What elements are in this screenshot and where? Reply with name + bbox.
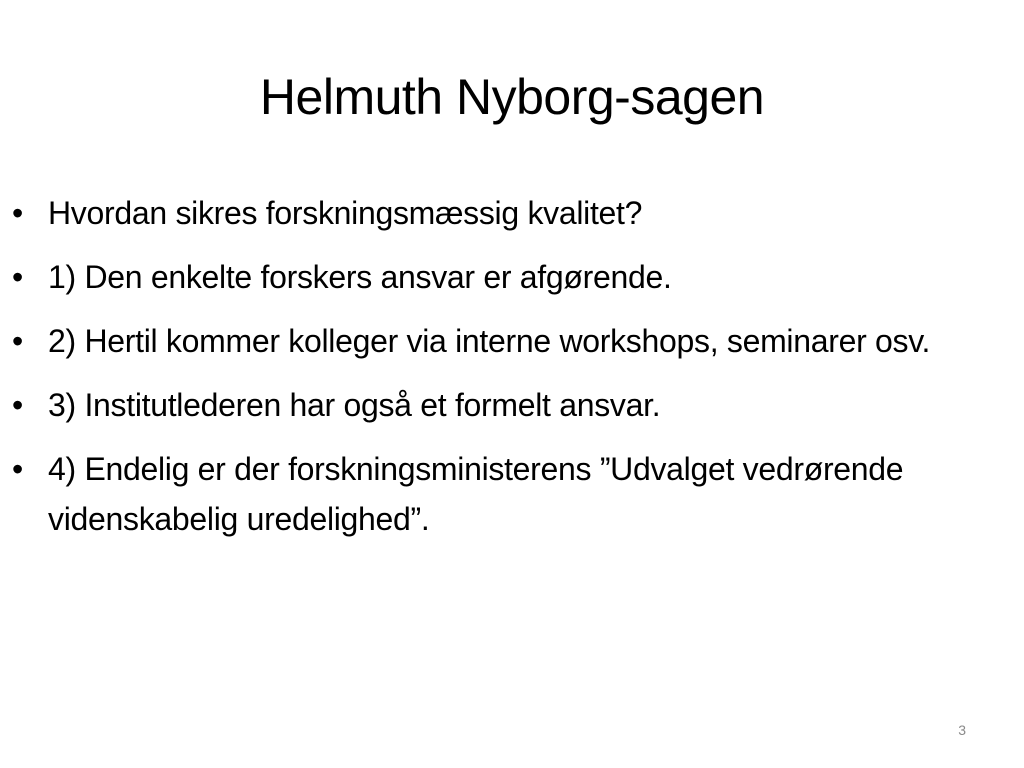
slide-title: Helmuth Nyborg-sagen: [259, 69, 765, 125]
bullet-list: [12, 188, 1002, 558]
bullet-icon: •: [12, 259, 23, 295]
bullet-item: [12, 444, 1002, 544]
bullet-icon: •: [12, 387, 23, 423]
bullet-text: 3) Institutlederen har også et formelt ansvar.: [48, 387, 661, 423]
bullet-item: [12, 252, 1002, 302]
page-number: 3: [958, 722, 966, 738]
bullet-icon: •: [12, 323, 23, 359]
bullet-icon: •: [12, 451, 23, 487]
bullet-text: Hvordan sikres forskningsmæssig kvalitet?: [48, 195, 643, 231]
bullet-item: [12, 188, 1002, 238]
bullet-icon: •: [12, 195, 23, 231]
bullet-text: 1) Den enkelte forskers ansvar er afgørende.: [48, 259, 672, 295]
bullet-item: [12, 380, 1002, 430]
bullet-item: [12, 316, 1002, 366]
bullet-text: 4) Endelig er der forskningsministerens ”Udvalget vedrørende videnskabelig uredelighed”.: [48, 451, 904, 537]
bullet-text: 2) Hertil kommer kolleger via interne workshops, seminarer osv.: [48, 323, 931, 359]
